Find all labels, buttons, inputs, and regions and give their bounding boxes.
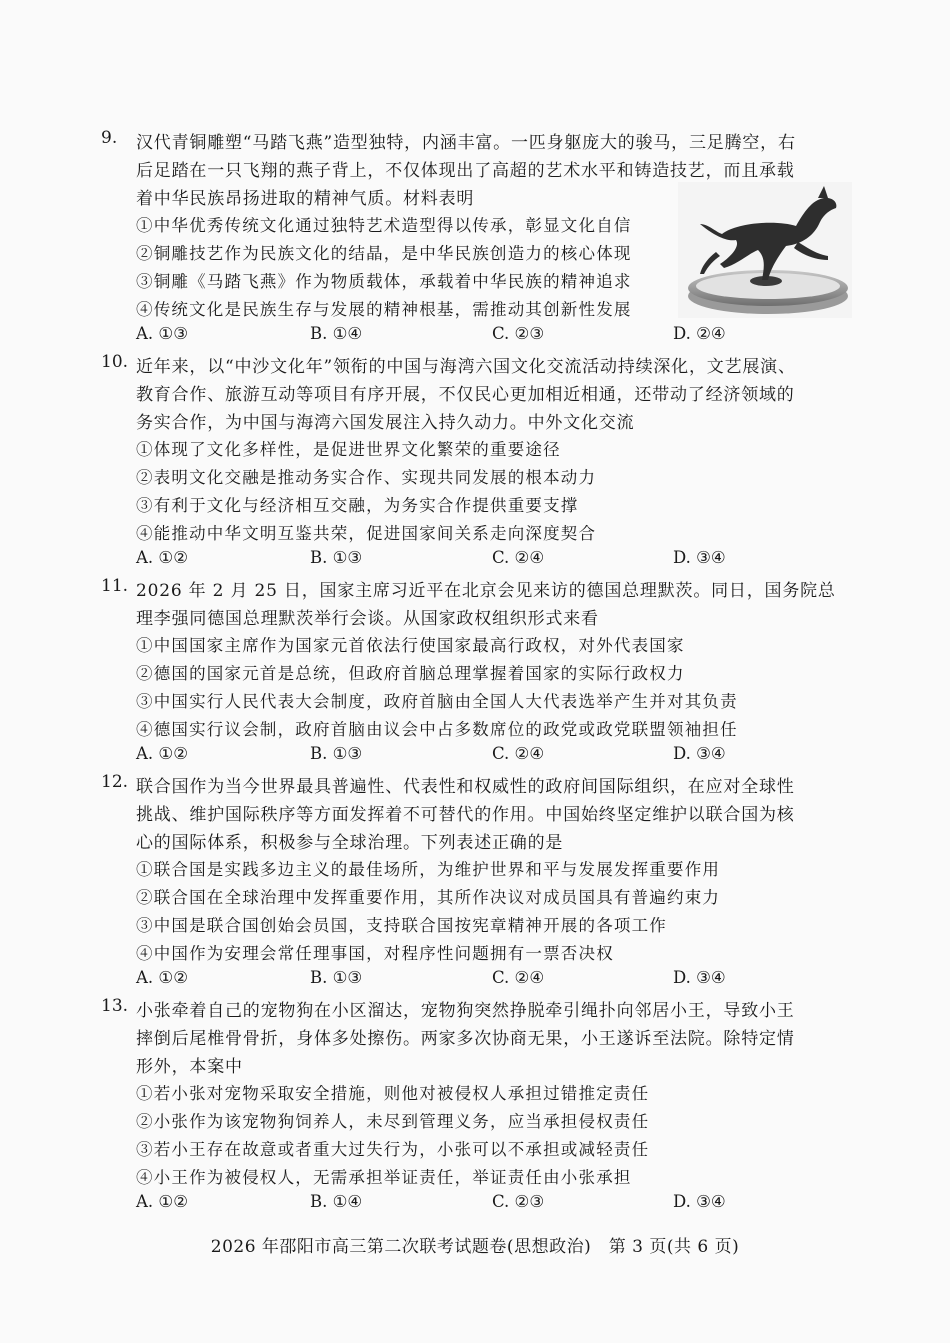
question-13-option-d: D. ③④ bbox=[673, 1192, 726, 1211]
question-9-item-4: ④传统文化是民族生存与发展的精神根基，需推动其创新性发展 bbox=[136, 300, 632, 319]
question-12-item-1: ①联合国是实践多边主义的最佳场所，为维护世界和平与发展发挥重要作用 bbox=[136, 860, 721, 879]
question-10-item-4: ④能推动中华文明互鉴共荣，促进国家间关系走向深度契合 bbox=[136, 524, 597, 543]
question-12-option-a: A. ①② bbox=[136, 968, 188, 987]
question-13-option-a: A. ①② bbox=[136, 1192, 188, 1211]
question-11-item-3: ③中国实行人民代表大会制度，政府首脑由全国人大代表选举产生并对其负责 bbox=[136, 692, 738, 711]
question-10-option-b: B. ①③ bbox=[310, 548, 363, 567]
question-10-item-1: ①体现了文化多样性，是促进世界文化繁荣的重要途径 bbox=[136, 440, 561, 459]
question-10-stem-line-2: 教育合作、旅游互动等项目有序开展，不仅民心更加相近相通，还带动了经济领域的 bbox=[136, 385, 795, 405]
question-9-item-1: ①中华优秀传统文化通过独特艺术造型得以传承，彰显文化自信 bbox=[136, 216, 632, 235]
question-11-number: 11. bbox=[101, 576, 129, 596]
question-12-stem-line-2: 挑战、维护国际秩序等方面发挥着不可替代的作用。中国始终坚定维护以联合国为核 bbox=[136, 805, 795, 825]
question-9-stem-line-1: 汉代青铜雕塑“马踏飞燕”造型独特，内涵丰富。一匹身躯庞大的骏马，三足腾空，右 bbox=[136, 133, 796, 153]
question-12-option-c: C. ②④ bbox=[492, 968, 545, 987]
question-12-item-3: ③中国是联合国创始会员国，支持联合国按宪章精神开展的各项工作 bbox=[136, 916, 667, 935]
question-13-stem-line-3: 形外，本案中 bbox=[136, 1057, 243, 1077]
question-11-option-d: D. ③④ bbox=[673, 744, 726, 763]
question-11-option-c: C. ②④ bbox=[492, 744, 545, 763]
question-9-number: 9. bbox=[101, 128, 118, 148]
question-9-item-3: ③铜雕《马踏飞燕》作为物质载体，承载着中华民族的精神追求 bbox=[136, 272, 632, 291]
question-9-stem-line-2: 后足踏在一只飞翔的燕子背上，不仅体现出了高超的艺术水平和铸造技艺，而且承载 bbox=[136, 161, 795, 181]
question-11-item-1: ①中国国家主席作为国家元首依法行使国家最高行政权，对外代表国家 bbox=[136, 636, 685, 655]
question-11-stem-line-1: 2026 年 2 月 25 日，国家主席习近平在北京会见来访的德国总理默茨。同日，国务院总 bbox=[136, 581, 836, 601]
question-13-item-2: ②小张作为该宠物狗饲养人，未尽到管理义务，应当承担侵权责任 bbox=[136, 1112, 650, 1131]
question-11-option-a: A. ①② bbox=[136, 744, 188, 763]
question-11-item-2: ②德国的国家元首是总统，但政府首脑总理掌握着国家的实际行政权力 bbox=[136, 664, 685, 683]
question-10-option-c: C. ②④ bbox=[492, 548, 545, 567]
question-13-stem-line-2: 摔倒后尾椎骨骨折，身体多处擦伤。两家多次协商无果，小王遂诉至法院。除特定情 bbox=[136, 1029, 795, 1049]
question-10-stem-line-1: 近年来，以“中沙文化年”领衔的中国与海湾六国文化交流活动持续深化，文艺展演、 bbox=[136, 357, 796, 377]
question-13-item-4: ④小王作为被侵权人，无需承担举证责任，举证责任由小张承担 bbox=[136, 1168, 632, 1187]
question-13-number: 13. bbox=[101, 996, 129, 1016]
question-9-item-2: ②铜雕技艺作为民族文化的结晶，是中华民族创造力的核心体现 bbox=[136, 244, 632, 263]
question-11-item-4: ④德国实行议会制，政府首脑由议会中占多数席位的政党或政党联盟领袖担任 bbox=[136, 720, 738, 739]
question-12-item-2: ②联合国在全球治理中发挥重要作用，其所作决议对成员国具有普遍约束力 bbox=[136, 888, 721, 907]
question-9-stem-line-3: 着中华民族昂扬进取的精神气质。材料表明 bbox=[136, 189, 475, 209]
bronze-horse-image bbox=[678, 182, 852, 318]
question-10-option-a: A. ①② bbox=[136, 548, 188, 567]
question-13-option-b: B. ①④ bbox=[310, 1192, 363, 1211]
question-11-stem-line-2: 理李强同德国总理默茨举行会谈。从国家政权组织形式来看 bbox=[136, 609, 599, 629]
question-9-option-b: B. ①④ bbox=[310, 324, 363, 343]
question-13-stem-line-1: 小张牵着自己的宠物狗在小区溜达，宠物狗突然挣脱牵引绳扑向邻居小王，导致小王 bbox=[136, 1001, 795, 1021]
question-11-option-b: B. ①③ bbox=[310, 744, 363, 763]
question-13-item-3: ③若小王存在故意或者重大过失行为，小张可以不承担或减轻责任 bbox=[136, 1140, 650, 1159]
question-10-number: 10. bbox=[101, 352, 129, 372]
question-9-option-c: C. ②③ bbox=[492, 324, 545, 343]
question-9-option-a: A. ①③ bbox=[136, 324, 188, 343]
question-9-option-d: D. ②④ bbox=[673, 324, 726, 343]
question-12-item-4: ④中国作为安理会常任理事国，对程序性问题拥有一票否决权 bbox=[136, 944, 614, 963]
question-12-stem-line-3: 心的国际体系，积极参与全球治理。下列表述正确的是 bbox=[136, 833, 564, 853]
question-12-option-b: B. ①③ bbox=[310, 968, 363, 987]
question-13-item-1: ①若小张对宠物采取安全措施，则他对被侵权人承担过错推定责任 bbox=[136, 1084, 650, 1103]
page-footer: 2026 年邵阳市高三第二次联考试题卷(思想政治) 第 3 页(共 6 页) bbox=[210, 1237, 740, 1257]
question-13-option-c: C. ②③ bbox=[492, 1192, 545, 1211]
question-10-stem-line-3: 务实合作，为中国与海湾六国发展注入持久动力。中外文化交流 bbox=[136, 413, 635, 433]
question-12-stem-line-1: 联合国作为当今世界最具普遍性、代表性和权威性的政府间国际组织，在应对全球性 bbox=[136, 777, 795, 797]
question-10-item-3: ③有利于文化与经济相互交融，为务实合作提供重要支撑 bbox=[136, 496, 579, 515]
question-12-number: 12. bbox=[101, 772, 129, 792]
question-10-item-2: ②表明文化交融是推动务实合作、实现共同发展的根本动力 bbox=[136, 468, 597, 487]
question-12-option-d: D. ③④ bbox=[673, 968, 726, 987]
question-10-option-d: D. ③④ bbox=[673, 548, 726, 567]
